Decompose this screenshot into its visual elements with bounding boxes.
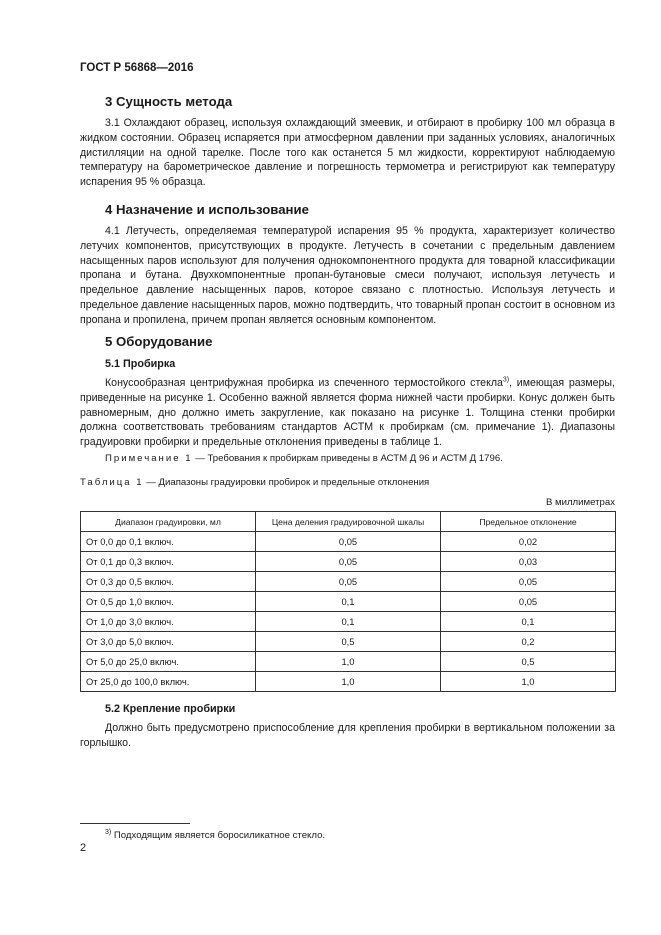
table-cell: 0,2 bbox=[441, 632, 616, 652]
footnote bbox=[105, 830, 325, 841]
subsection-5-2-paragraph: Должно быть предусмотрено приспособление для крепления пробирки в вертикальном положении за горлышко. bbox=[80, 722, 615, 749]
footnote-divider bbox=[80, 823, 190, 824]
paragraph-text-rest: , имеющая размеры, приведенные на рисунке 1. Особенно важной является форма нижней части пробирки. Конус должен быть равномерным, дно должно иметь закругление, как показано на рисунке 1. Толщина стенки пробирки должна соответствовать требованиям стандартов АСТМ к пробиркам (см. примечание 1). Диапазоны градуировки пробирки и предельные отклонения приведены в таблице 1. bbox=[80, 377, 615, 449]
table-caption-text: — Диапазоны градуировки пробирок и предельные отклонения bbox=[143, 477, 430, 488]
table-cell: 0,05 bbox=[256, 552, 441, 572]
section-4-paragraph: 4.1 Летучесть, определяемая температурой испарения 95 % продукта, характеризует количество летучих компонентов, присутствующих в продукте. Летучесть в сочетании с предельным давлением насыщенных паров используют для получения однокомпонентного продукта для товарной классификации пропана и бутана. Двухкомпонентные пропан-бутановые смеси получают, используя летучесть и предельное давление насыщенных паров, которое связано с плотностью. Используя летучесть и предельное давление насыщенных паров, можно подтвердить, что товарный пропан состоит в основном из пропана и пропилена, причем пропан является основным компонентом. bbox=[80, 225, 615, 326]
table-cell: 1,0 bbox=[256, 652, 441, 672]
table-cell: 1,0 bbox=[256, 672, 441, 692]
footnote-mark: 3) bbox=[105, 828, 112, 836]
page-number: 2 bbox=[80, 842, 87, 854]
table-cell: 0,05 bbox=[256, 572, 441, 592]
table-cell: От 0,3 до 0,5 включ. bbox=[81, 572, 256, 592]
section-5-heading: 5 Оборудование bbox=[105, 334, 213, 349]
note-1 bbox=[105, 453, 503, 464]
note-label: Примечание 1 bbox=[105, 453, 193, 464]
subsection-5-1-paragraph bbox=[80, 376, 615, 450]
calibration-table bbox=[80, 511, 616, 692]
table-cell: 0,05 bbox=[256, 532, 441, 552]
document-header: ГОСТ Р 56868—2016 bbox=[80, 62, 194, 74]
table-units: В миллиметрах bbox=[545, 497, 615, 508]
table-cell: 0,05 bbox=[441, 592, 616, 612]
table-cell: 0,5 bbox=[441, 652, 616, 672]
table-cell: От 5,0 до 25,0 включ. bbox=[81, 652, 256, 672]
table-row bbox=[81, 552, 616, 572]
table-cell: От 0,0 до 0,1 включ. bbox=[81, 532, 256, 552]
table-header-row bbox=[81, 512, 616, 532]
table-cell: 0,5 bbox=[256, 632, 441, 652]
section-3-heading: 3 Сущность метода bbox=[105, 94, 233, 109]
table-cell: 0,1 bbox=[256, 592, 441, 612]
table-row bbox=[81, 532, 616, 552]
column-header: Цена деления градуировочной шкалы bbox=[256, 512, 441, 532]
section-4-heading: 4 Назначение и использование bbox=[105, 202, 309, 217]
table-row bbox=[81, 672, 616, 692]
table-row bbox=[81, 572, 616, 592]
table-cell: 0,05 bbox=[441, 572, 616, 592]
column-header: Предельное отклонение bbox=[441, 512, 616, 532]
table-cell: 0,03 bbox=[441, 552, 616, 572]
table-row bbox=[81, 592, 616, 612]
table-row bbox=[81, 612, 616, 632]
table-row bbox=[81, 632, 616, 652]
table-cell: 0,1 bbox=[441, 612, 616, 632]
table-cell: От 0,1 до 0,3 включ. bbox=[81, 552, 256, 572]
paragraph-text-start: Конусообразная центрифужная пробирка из спеченного термостойкого стекла bbox=[105, 377, 503, 389]
table-row bbox=[81, 652, 616, 672]
note-text: — Требования к пробиркам приведены в АСТМ Д 96 и АСТМ Д 1796. bbox=[192, 453, 503, 464]
table-cell: От 1,0 до 3,0 включ. bbox=[81, 612, 256, 632]
subsection-5-1-heading: 5.1 Пробирка bbox=[105, 358, 176, 370]
table-caption-label: Таблица 1 bbox=[80, 477, 144, 488]
table-cell: 1,0 bbox=[441, 672, 616, 692]
footnote-reference: 3) bbox=[502, 376, 510, 384]
column-header: Диапазон градуировки, мл bbox=[81, 512, 256, 532]
footnote-text: Подходящим является боросиликатное стекло. bbox=[111, 830, 326, 841]
table-cell: От 3,0 до 5,0 включ. bbox=[81, 632, 256, 652]
table-cell: 0,1 bbox=[256, 612, 441, 632]
subsection-5-2-heading: 5.2 Крепление пробирки bbox=[105, 703, 236, 715]
table-cell: От 25,0 до 100,0 включ. bbox=[81, 672, 256, 692]
table-cell: 0,02 bbox=[441, 532, 616, 552]
section-3-paragraph: 3.1 Охлаждают образец, используя охлаждающий змеевик, и отбирают в пробирку 100 мл образца в жидком состоянии. Образец испаряется при атмосферном давлении при заданных условиях, аналогичных дистилляции на одной тарелке. После того как останется 5 мл жидкости, корректируют наблюдаемую температуру на барометрическое давление и погрешность термометра и регистрируют как температуру испарения 95 % образца. bbox=[80, 117, 615, 189]
table-cell: От 0,5 до 1,0 включ. bbox=[81, 592, 256, 612]
table-caption bbox=[80, 477, 429, 488]
